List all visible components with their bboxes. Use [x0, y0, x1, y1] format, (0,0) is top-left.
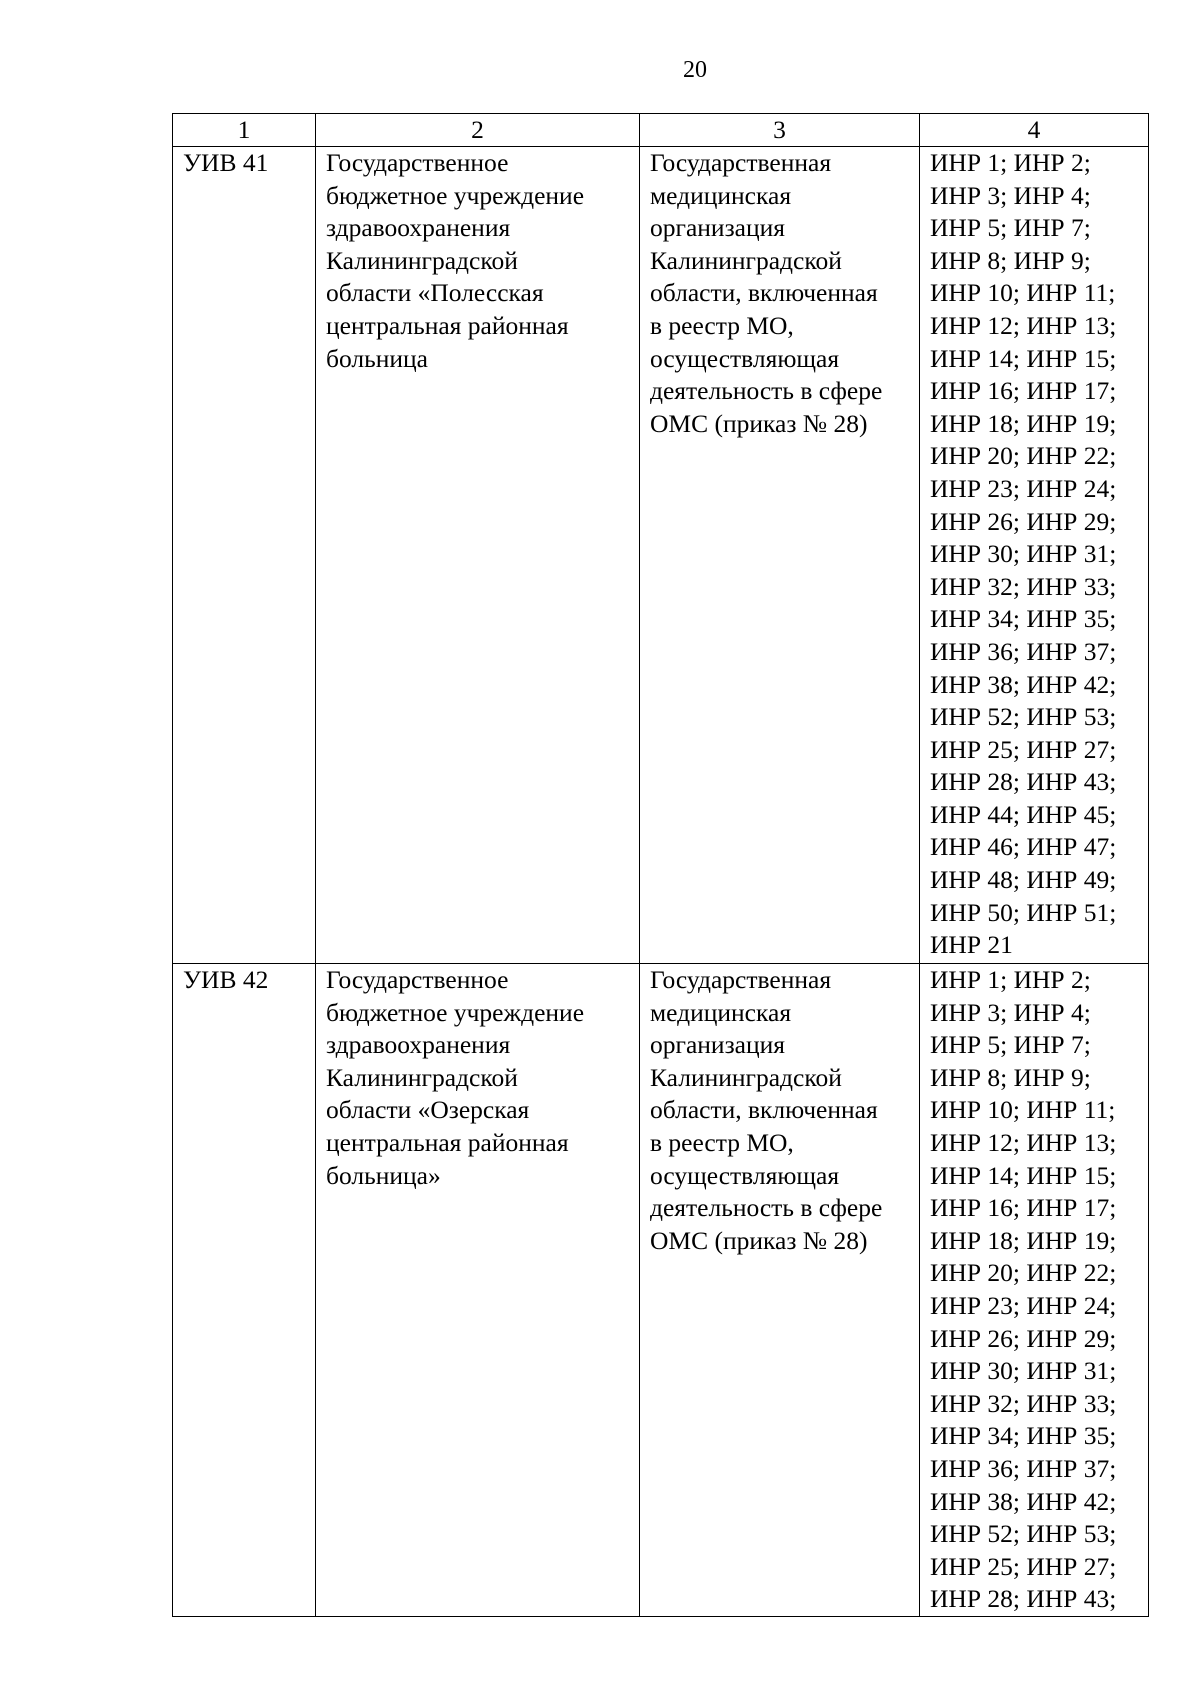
- row-organization: Государственное бюджетное учреждение здравоохранения Калининградской области «Озерская центральная районная больница»: [316, 964, 640, 1617]
- column-number-4: 4: [920, 114, 1149, 147]
- row-id: УИВ 41: [173, 147, 316, 964]
- page-number: 20: [683, 57, 707, 83]
- table-header-row: [173, 114, 1149, 147]
- column-number-1: 1: [173, 114, 316, 147]
- row-codes: ИНР 1; ИНР 2; ИНР 3; ИНР 4; ИНР 5; ИНР 7; ИНР 8; ИНР 9; ИНР 10; ИНР 11; ИНР 12; ИНР 13; ИНР 14; ИНР 15; ИНР 16; ИНР 17; ИНР 18; ИНР 19; ИНР 20; ИНР 22; ИНР 23; ИНР 24; ИНР 26; ИНР 29; ИНР 30; ИНР 31; ИНР 32; ИНР 33; ИНР 34; ИНР 35; ИНР 36; ИНР 37; ИНР 38; ИНР 42; ИНР 52; ИНР 53; ИНР 25; ИНР 27; ИНР 28; ИНР 43;: [920, 964, 1149, 1617]
- row-organization-type: Государственная медицинская организация Калининградской области, включенная в реестр МО, осуществляющая деятельность в сфере ОМС (приказ № 28): [640, 147, 920, 964]
- row-id: УИВ 42: [173, 964, 316, 1617]
- column-number-2: 2: [316, 114, 640, 147]
- column-number-3: 3: [640, 114, 920, 147]
- row-organization: Государственное бюджетное учреждение здравоохранения Калининградской области «Полесская центральная районная больница: [316, 147, 640, 964]
- row-codes: ИНР 1; ИНР 2; ИНР 3; ИНР 4; ИНР 5; ИНР 7; ИНР 8; ИНР 9; ИНР 10; ИНР 11; ИНР 12; ИНР 13; ИНР 14; ИНР 15; ИНР 16; ИНР 17; ИНР 18; ИНР 19; ИНР 20; ИНР 22; ИНР 23; ИНР 24; ИНР 26; ИНР 29; ИНР 30; ИНР 31; ИНР 32; ИНР 33; ИНР 34; ИНР 35; ИНР 36; ИНР 37; ИНР 38; ИНР 42; ИНР 52; ИНР 53; ИНР 25; ИНР 27; ИНР 28; ИНР 43; ИНР 44; ИНР 45; ИНР 46; ИНР 47; ИНР 48; ИНР 49; ИНР 50; ИНР 51; ИНР 21: [920, 147, 1149, 964]
- registry-table: [172, 113, 1149, 1617]
- table-row: [173, 147, 1149, 964]
- row-organization-type: Государственная медицинская организация Калининградской области, включенная в реестр МО, осуществляющая деятельность в сфере ОМС (приказ № 28): [640, 964, 920, 1617]
- table-row: [173, 964, 1149, 1617]
